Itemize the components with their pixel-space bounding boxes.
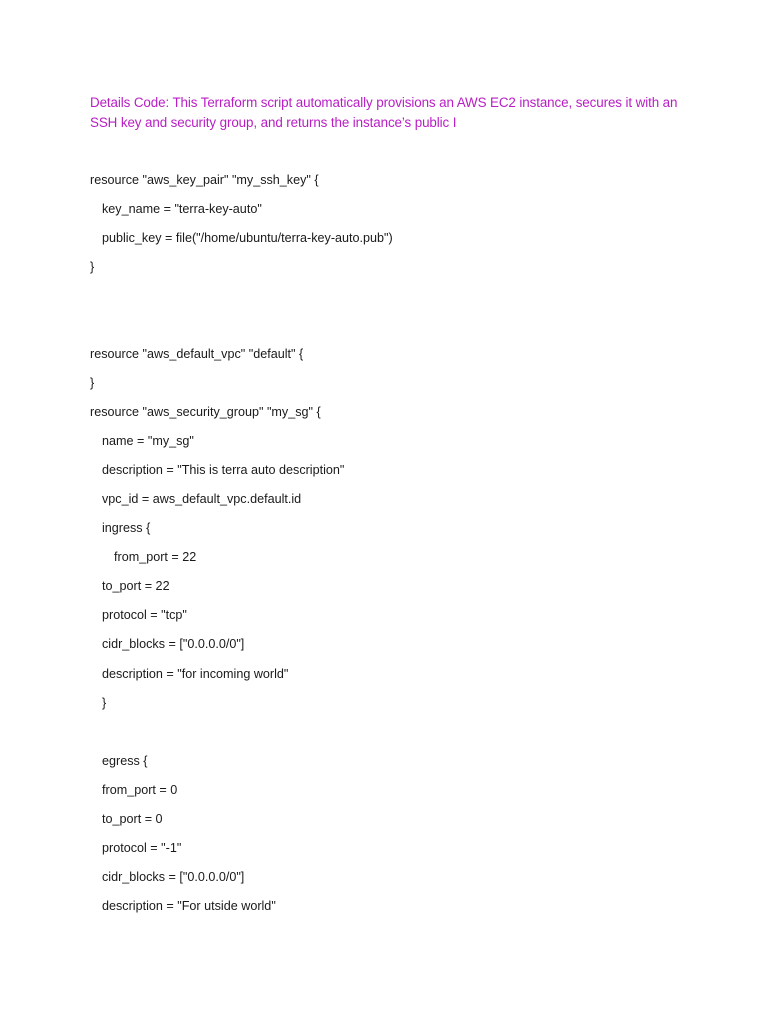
document-heading: Details Code: This Terraform script automatically provisions an AWS EC2 instance, secures it with an SSH key and security group, and returns the instance’s public I bbox=[90, 95, 678, 130]
code-line: description = "for incoming world" bbox=[102, 667, 289, 681]
code-line: from_port = 22 bbox=[114, 550, 197, 564]
code-line: from_port = 0 bbox=[102, 783, 178, 797]
code-line: ingress { bbox=[102, 521, 151, 535]
code-line: description = "For utside world" bbox=[102, 899, 276, 913]
code-line: to_port = 22 bbox=[102, 579, 170, 593]
code-line: protocol = "tcp" bbox=[102, 608, 187, 622]
code-line: egress { bbox=[102, 754, 148, 768]
code-line: vpc_id = aws_default_vpc.default.id bbox=[102, 492, 302, 506]
code-line: } bbox=[90, 260, 95, 274]
code-line: public_key = file("/home/ubuntu/terra-key-auto.pub") bbox=[102, 231, 393, 245]
code-line: to_port = 0 bbox=[102, 812, 163, 826]
code-line: cidr_blocks = ["0.0.0.0/0"] bbox=[102, 870, 245, 884]
code-line: } bbox=[102, 696, 107, 710]
code-line: protocol = "-1" bbox=[102, 841, 182, 855]
code-line: } bbox=[90, 376, 95, 390]
code-line: key_name = "terra-key-auto" bbox=[102, 202, 262, 216]
code-line: name = "my_sg" bbox=[102, 434, 194, 448]
code-line: resource "aws_key_pair" "my_ssh_key" { bbox=[90, 173, 319, 187]
code-line: description = "This is terra auto description" bbox=[102, 463, 345, 477]
code-line: cidr_blocks = ["0.0.0.0/0"] bbox=[102, 637, 245, 651]
code-line: resource "aws_default_vpc" "default" { bbox=[90, 347, 304, 361]
code-line: resource "aws_security_group" "my_sg" { bbox=[90, 405, 321, 419]
